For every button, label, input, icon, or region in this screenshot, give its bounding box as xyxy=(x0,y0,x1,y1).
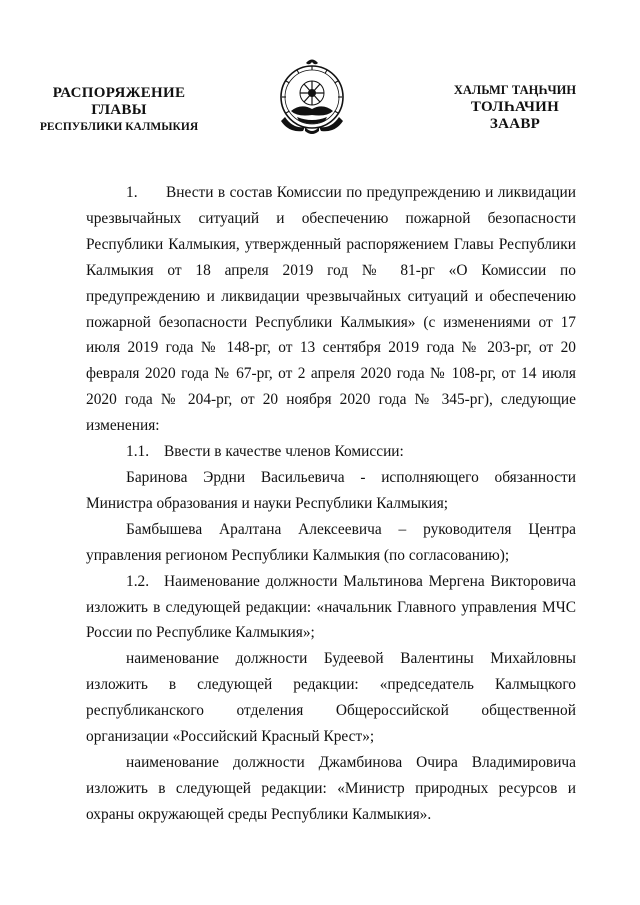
header-right-line2: ТОЛҺАЧИН xyxy=(470,99,560,115)
paragraph-1-2-a: наименование должности Будеевой Валентины Михайловны изложить в следующей редакции: «председатель Калмыцкого республиканского отделения Общероссийской общественной организации «Российский Красный Крест»; xyxy=(86,650,576,746)
kalmykia-coat-of-arms-icon xyxy=(275,57,349,139)
paragraph-1-1-number: 1.1. xyxy=(126,443,150,461)
paragraph-1-2-number: 1.2. xyxy=(126,572,150,590)
paragraph-1-number: 1. xyxy=(126,184,138,201)
document-body xyxy=(86,180,576,828)
paragraph-1-1 xyxy=(86,439,576,465)
header-left-title: РАСПОРЯЖЕНИЕ xyxy=(52,85,186,101)
paragraph-1-2 xyxy=(86,569,576,647)
paragraph-1-2-text: Наименование должности Мальтинова Мергена Викторовича изложить в следующей редакции: «начальник Главного управления МЧС России по Республике Калмыкия»; xyxy=(86,572,576,642)
header-left-subtitle: ГЛАВЫ xyxy=(91,102,147,118)
header-right-line1: ХАЛЬМГ ТАҢҺЧИН xyxy=(453,83,577,97)
paragraph-1-text: Внести в состав Комиссии по предупреждению и ликвидации чрезвычайных ситуаций и обеспечению пожарной безопасности Республики Калмыкия, утвержденный распоряжением Главы Республики Калмыкия от 18 апреля 2019 год № 81-рг «О Комиссии по предупреждению и ликвидации чрезвычайных ситуаций и обеспечению пожарной безопасности Республики Калмыкия» (с изменениями от 17 июля 2019 года № 148-рг, от 13 сентября 2019 года № 203-рг, от 20 февраля 2020 года № 67-рг, от 2 апреля 2020 года № 108-рг, от 14 июля 2020 года № 204-рг, от 20 ноября 2020 года № 345-рг), следующие изменения: xyxy=(86,184,576,435)
header-left-region: РЕСПУБЛИКИ КАЛМЫКИЯ xyxy=(39,121,199,133)
paragraph-1-1-b: Бамбышева Аралтана Алексеевича – руководителя Центра управления регионом Республики Калмыкия (по согласованию); xyxy=(86,520,576,564)
paragraph-1-1-text: Ввести в качестве членов Комиссии: xyxy=(164,443,404,461)
paragraph-1 xyxy=(86,180,576,439)
header-right-line3: ЗААВР xyxy=(489,116,541,132)
paragraph-1-2-b: наименование должности Джамбинова Очира Владимировича изложить в следующей редакции: «Министр природных ресурсов и охраны окружающей среды Республики Калмыкия». xyxy=(86,753,576,823)
header-left xyxy=(38,85,200,136)
paragraph-1-1-a: Баринова Эрдни Васильевича - исполняющего обязанности Министра образования и науки Республики Калмыкия; xyxy=(86,468,576,512)
header-right xyxy=(440,82,590,133)
